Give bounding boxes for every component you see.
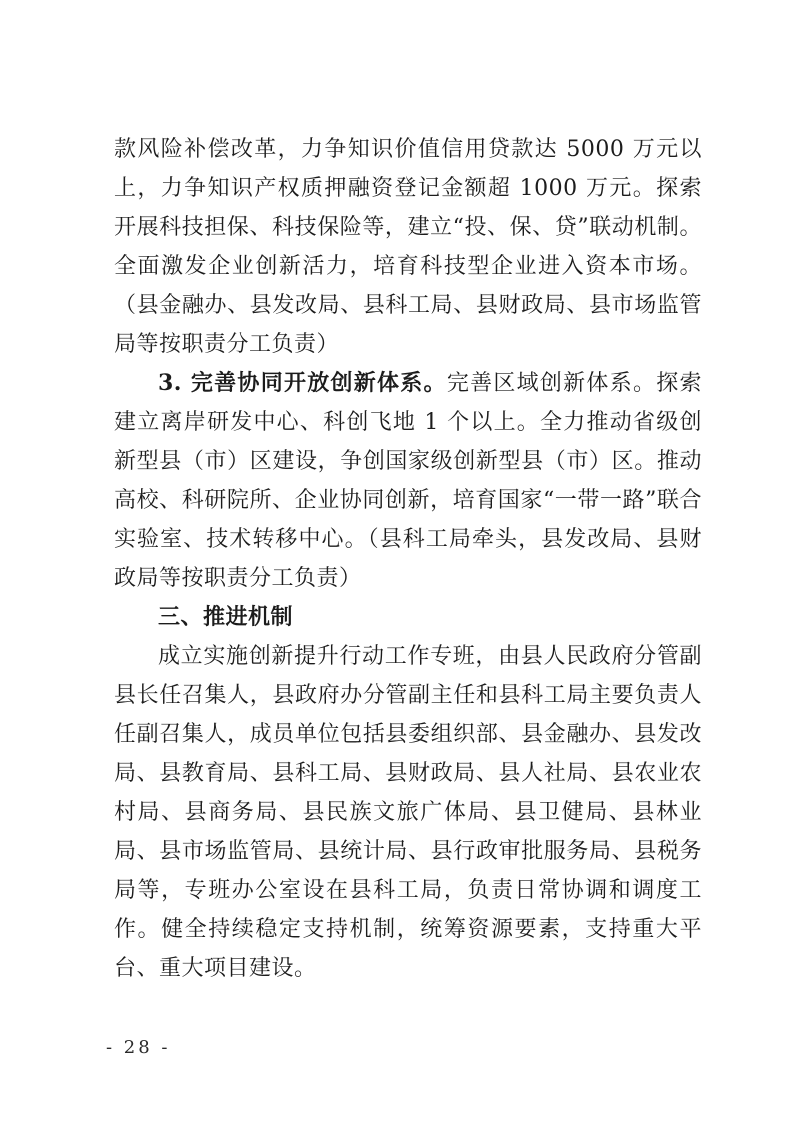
- page-number: - 28 -: [106, 1037, 171, 1058]
- paragraph-item-3: [114, 364, 702, 598]
- document-body: [114, 130, 702, 988]
- paragraph-mechanism: 成立实施创新提升行动工作专班，由县人民政府分管副县长任召集人，县政府办分管副主任和县科工局主要负责人任副召集人，成员单位包括县委组织部、县金融办、县发改局、县教育局、县科工局、县财政局、县人社局、县农业农村局、县商务局、县民族文旅广体局、县卫健局、县林业局、县市场监管局、县统计局、县行政审批服务局、县税务局等，专班办公室设在县科工局，负责日常协调和调度工作。健全持续稳定支持机制，统筹资源要素，支持重大平台、重大项目建设。: [114, 644, 702, 981]
- paragraph-item-3-lead: 3. 完善协同开放创新体系。: [158, 370, 447, 396]
- paragraph-item-3-body: 完善区域创新体系。探索建立离岸研发中心、科创飞地 1 个以上。全力推动省级创新型县（市）区建设，争创国家级创新型县（市）区。推动高校、科研院所、企业协同创新，培育国家“一带一路”联合实验室、技术转移中心。（县科工局牵头，县发改局、县财政局等按职责分工负责）: [114, 371, 702, 591]
- paragraph-continuation: 款风险补偿改革，力争知识价值信用贷款达 5000 万元以上，力争知识产权质押融资登记金额超 1000 万元。探索开展科技担保、科技保险等，建立“投、保、贷”联动机制。全面激发企业创新活力，培育科技型企业进入资本市场。（县金融办、县发改局、县科工局、县财政局、县市场监管局等按职责分工负责）: [114, 137, 702, 357]
- section-heading-3: 三、推进机制: [158, 604, 294, 630]
